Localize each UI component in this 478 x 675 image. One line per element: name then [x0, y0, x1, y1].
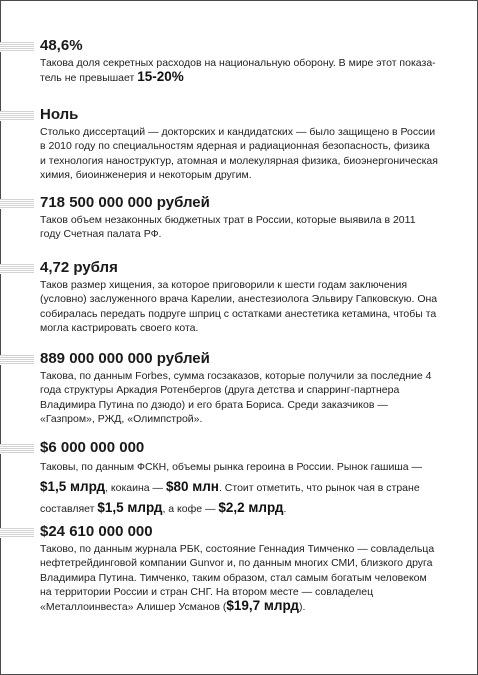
section-marker — [0, 528, 34, 538]
section-marker — [0, 111, 34, 121]
highlight-value: $1,5 млрд — [97, 500, 163, 515]
fact-state-contracts — [40, 350, 438, 426]
fact-text: Таково, по данным журнала РБК, состояние Геннадия Тимченко — совладельца нефтетрейдинговой компании Gunvor и, по данным многих СМИ, близкого друга Владимира Путина. Тимченко, таким образом, стал самым богатым человеком на территории России и стран СНГ. На втором месте — совладелец «Металлоинвеста» Алишер Усманов ($19,7 млрд). — [40, 543, 435, 614]
highlight-value: $2,2 млрд — [218, 500, 284, 515]
fact-drug-market — [40, 439, 438, 519]
fact-text: Таковы, по данным ФСКН, объемы рынка героина в России. Рынок гашиша — $1,5 млрд, кокаина — $80 млн. Стоит отметить, что рынок чая в стране составляет $1,5 млрд, а кофе — $2,2 млрд. — [40, 461, 423, 515]
fact-text: Таков размер хищения, за которое приговорили к шести годам заключения (условно) заслуженного врача Карелии, анестезиолога Эльвиру Гапковскую. Она собиралась передать подруге шприц с остатками анестетика кетамина, чтобы та могла кастрировать своего кота. — [40, 279, 438, 334]
fact-heading: 889 000 000 000 рублей — [40, 350, 210, 367]
fact-heading: 48,6% — [40, 37, 83, 54]
fact-heading: 718 500 000 000 рублей — [40, 194, 210, 211]
highlight-value: 15-20% — [137, 69, 184, 85]
highlight-value: $1,5 млрд — [40, 479, 106, 494]
fact-timchenko-wealth — [40, 523, 438, 614]
fact-theft-sentence — [40, 259, 438, 335]
fact-heading: Ноль — [40, 106, 79, 123]
fact-text: Столько диссертаций — докторских и кандидатских — было защищено в России в 2010 году по специальностям ядерная и радиационная безопасность, физика и технология наноструктур, атомная и молекулярная физика, биоэнергоническая химия, биоинженерия и некоторым другим. — [40, 126, 438, 181]
fact-text: Такова доля секретных расходов на национальную оборону. В мире этот показа- тель не превышает 15-20% — [40, 57, 436, 85]
fact-heading: $6 000 000 000 — [40, 439, 145, 456]
section-marker — [0, 42, 34, 52]
fact-heading: $24 610 000 000 — [40, 523, 153, 540]
fact-dissertations — [40, 106, 438, 182]
fact-text: Такова, по данным Forbes, сумма госзаказов, которые получили за последние 4 года структуры Аркадия Ротенбергов (друга детства и спарринг-партнера Владимира Путина по дзюдо) и его брата Бориса. Среди заказчиков — «Газпром», РЖД, «Олимпстрой». — [40, 370, 432, 425]
section-marker — [0, 355, 34, 365]
fact-secret-defense-spending — [40, 37, 438, 86]
section-marker — [0, 199, 34, 209]
highlight-value: $80 млн — [165, 479, 219, 494]
section-marker — [0, 444, 34, 454]
fact-text: Таков объем незаконных бюджетных трат в России, которые выявила в 2011 году Счетная палата РФ. — [40, 214, 416, 241]
fact-heading: 4,72 рубля — [40, 259, 118, 276]
fact-illegal-budget-spending — [40, 194, 438, 242]
highlight-value: $19,7 млрд — [226, 598, 299, 614]
section-marker — [0, 264, 34, 274]
